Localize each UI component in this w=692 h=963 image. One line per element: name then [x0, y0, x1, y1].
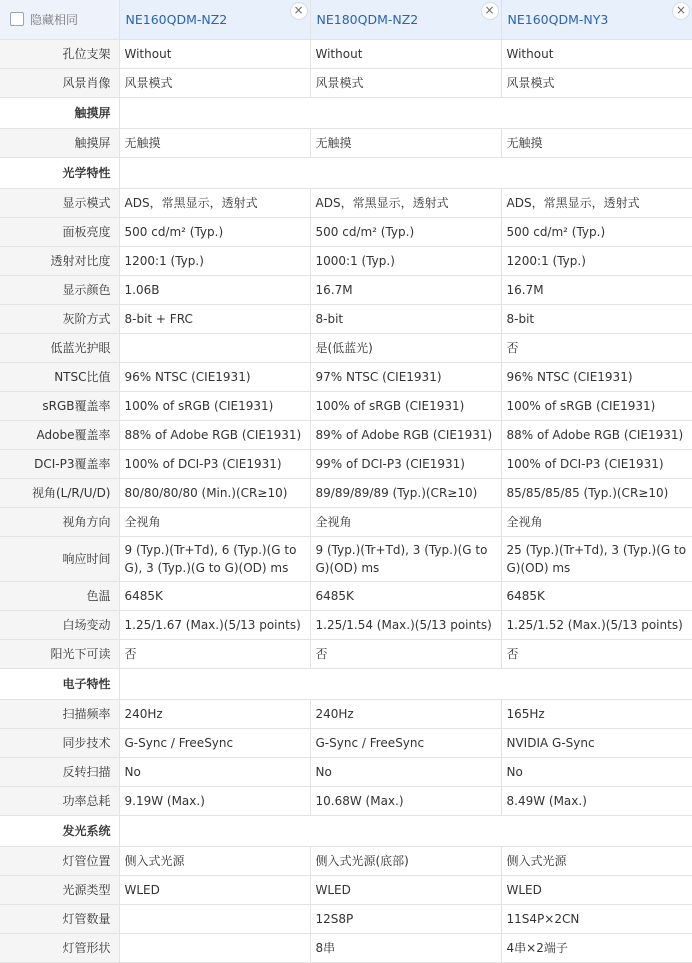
model-column-header [501, 0, 692, 40]
spec-value: 4串×2端子 [501, 934, 692, 963]
spec-label: 孔位支架 [0, 40, 119, 69]
spec-value: 侧入式光源 [501, 847, 692, 876]
spec-label: 响应时间 [0, 537, 119, 582]
spec-value: 6485K [119, 582, 310, 611]
spec-label: 风景肖像 [0, 69, 119, 98]
spec-value: 全视角 [501, 508, 692, 537]
section-header-row [0, 816, 692, 847]
spec-label: 视角(L/R/U/D) [0, 479, 119, 508]
spec-row [0, 40, 692, 69]
spec-value: 是(低蓝光) [310, 334, 501, 363]
model-column-header [310, 0, 501, 40]
section-title: 触摸屏 [0, 98, 119, 129]
spec-row [0, 758, 692, 787]
spec-value: 11S4P×2CN [501, 905, 692, 934]
spec-value: 100% of sRGB (CIE1931) [310, 392, 501, 421]
header-row [0, 0, 692, 40]
section-header-row [0, 98, 692, 129]
spec-value: 500 cd/m² (Typ.) [310, 218, 501, 247]
spec-row [0, 334, 692, 363]
spec-value: No [501, 758, 692, 787]
spec-value: 8串 [310, 934, 501, 963]
spec-value: Without [501, 40, 692, 69]
section-title: 电子特性 [0, 669, 119, 700]
model-column-header [119, 0, 310, 40]
spec-label: 灯管数量 [0, 905, 119, 934]
spec-value: 全视角 [119, 508, 310, 537]
model-name: NE160QDM-NY3 [507, 11, 609, 27]
spec-value: 100% of DCI-P3 (CIE1931) [119, 450, 310, 479]
spec-value: 6485K [501, 582, 692, 611]
spec-value: 16.7M [501, 276, 692, 305]
spec-value: 8-bit + FRC [119, 305, 310, 334]
hide-same-toggle[interactable] [0, 0, 119, 40]
spec-value: 1.25/1.54 (Max.)(5/13 points) [310, 611, 501, 640]
spec-label: 显示模式 [0, 189, 119, 218]
spec-row [0, 847, 692, 876]
spec-value: 风景模式 [119, 69, 310, 98]
spec-label: 阳光下可读 [0, 640, 119, 669]
section-header-row [0, 158, 692, 189]
spec-label: sRGB覆盖率 [0, 392, 119, 421]
spec-value: 全视角 [310, 508, 501, 537]
spec-label: 光源类型 [0, 876, 119, 905]
spec-value: 165Hz [501, 700, 692, 729]
spec-row [0, 537, 692, 582]
spec-row [0, 787, 692, 816]
spec-label: 灯管位置 [0, 847, 119, 876]
spec-value: 8-bit [501, 305, 692, 334]
spec-value: 96% NTSC (CIE1931) [501, 363, 692, 392]
spec-value: 否 [310, 640, 501, 669]
spec-value: Without [310, 40, 501, 69]
remove-model-close-icon[interactable]: × [672, 2, 690, 20]
spec-label: 显示颜色 [0, 276, 119, 305]
spec-value: 1200:1 (Typ.) [119, 247, 310, 276]
spec-value: 500 cd/m² (Typ.) [501, 218, 692, 247]
remove-model-close-icon[interactable]: × [290, 2, 308, 20]
spec-label: 反转扫描 [0, 758, 119, 787]
spec-value: 否 [501, 640, 692, 669]
spec-value: ADS，常黑显示，透射式 [310, 189, 501, 218]
spec-value: 100% of sRGB (CIE1931) [501, 392, 692, 421]
spec-label: 色温 [0, 582, 119, 611]
spec-value: WLED [119, 876, 310, 905]
spec-value: 80/80/80/80 (Min.)(CR≥10) [119, 479, 310, 508]
spec-label: 面板亮度 [0, 218, 119, 247]
spec-value: 85/85/85/85 (Typ.)(CR≥10) [501, 479, 692, 508]
spec-value: 99% of DCI-P3 (CIE1931) [310, 450, 501, 479]
spec-label: 透射对比度 [0, 247, 119, 276]
spec-value: 12S8P [310, 905, 501, 934]
spec-value: 240Hz [310, 700, 501, 729]
spec-row [0, 247, 692, 276]
spec-value: 侧入式光源(底部) [310, 847, 501, 876]
spec-value: 89/89/89/89 (Typ.)(CR≥10) [310, 479, 501, 508]
section-spacer [119, 158, 692, 189]
spec-value: 1.06B [119, 276, 310, 305]
spec-value: 9 (Typ.)(Tr+Td), 3 (Typ.)(G to G)(OD) ms [310, 537, 501, 582]
spec-value: 1.25/1.67 (Max.)(5/13 points) [119, 611, 310, 640]
spec-value [119, 334, 310, 363]
model-name: NE180QDM-NZ2 [316, 11, 419, 27]
spec-value: WLED [501, 876, 692, 905]
spec-label: 扫描频率 [0, 700, 119, 729]
spec-value: 16.7M [310, 276, 501, 305]
spec-row [0, 508, 692, 537]
spec-row [0, 934, 692, 963]
spec-value: G-Sync / FreeSync [119, 729, 310, 758]
spec-label: 白场变动 [0, 611, 119, 640]
spec-label: 触摸屏 [0, 129, 119, 158]
spec-row [0, 729, 692, 758]
spec-row [0, 582, 692, 611]
spec-value: NVIDIA G-Sync [501, 729, 692, 758]
spec-label: 灯管形状 [0, 934, 119, 963]
spec-row [0, 450, 692, 479]
section-spacer [119, 816, 692, 847]
spec-value: Without [119, 40, 310, 69]
spec-value: No [310, 758, 501, 787]
spec-value: 88% of Adobe RGB (CIE1931) [501, 421, 692, 450]
spec-value: 100% of DCI-P3 (CIE1931) [501, 450, 692, 479]
spec-value: 500 cd/m² (Typ.) [119, 218, 310, 247]
model-name: NE160QDM-NZ2 [125, 11, 228, 27]
spec-value: 97% NTSC (CIE1931) [310, 363, 501, 392]
section-header-row [0, 669, 692, 700]
spec-value: ADS，常黑显示，透射式 [501, 189, 692, 218]
hide-same-label: 隐藏相同 [30, 12, 79, 27]
spec-row [0, 218, 692, 247]
spec-value: 风景模式 [501, 69, 692, 98]
spec-row [0, 305, 692, 334]
spec-row [0, 421, 692, 450]
spec-value: 无触摸 [501, 129, 692, 158]
remove-model-close-icon[interactable]: × [481, 2, 499, 20]
section-title: 光学特性 [0, 158, 119, 189]
spec-label: 低蓝光护眼 [0, 334, 119, 363]
spec-value: No [119, 758, 310, 787]
spec-value: 240Hz [119, 700, 310, 729]
spec-value: 无触摸 [119, 129, 310, 158]
spec-label: 功率总耗 [0, 787, 119, 816]
spec-value: 10.68W (Max.) [310, 787, 501, 816]
spec-value: 6485K [310, 582, 501, 611]
spec-label: NTSC比值 [0, 363, 119, 392]
section-spacer [119, 669, 692, 700]
spec-value: 100% of sRGB (CIE1931) [119, 392, 310, 421]
spec-value: 89% of Adobe RGB (CIE1931) [310, 421, 501, 450]
spec-row [0, 611, 692, 640]
spec-row [0, 69, 692, 98]
spec-row [0, 276, 692, 305]
spec-value: 无触摸 [310, 129, 501, 158]
spec-value: 1200:1 (Typ.) [501, 247, 692, 276]
spec-value: 88% of Adobe RGB (CIE1931) [119, 421, 310, 450]
spec-value: 8.49W (Max.) [501, 787, 692, 816]
spec-value: 否 [501, 334, 692, 363]
spec-value: 1000:1 (Typ.) [310, 247, 501, 276]
spec-value: 9.19W (Max.) [119, 787, 310, 816]
spec-label: Adobe覆盖率 [0, 421, 119, 450]
spec-row [0, 189, 692, 218]
spec-row [0, 700, 692, 729]
spec-value [119, 934, 310, 963]
spec-row [0, 876, 692, 905]
section-spacer [119, 98, 692, 129]
spec-row [0, 479, 692, 508]
spec-value: 8-bit [310, 305, 501, 334]
spec-value: 风景模式 [310, 69, 501, 98]
spec-value: 否 [119, 640, 310, 669]
spec-value [119, 905, 310, 934]
section-title: 发光系统 [0, 816, 119, 847]
spec-value: G-Sync / FreeSync [310, 729, 501, 758]
spec-value: 1.25/1.52 (Max.)(5/13 points) [501, 611, 692, 640]
spec-label: 灰阶方式 [0, 305, 119, 334]
spec-row [0, 129, 692, 158]
spec-value: 96% NTSC (CIE1931) [119, 363, 310, 392]
spec-row [0, 640, 692, 669]
spec-row [0, 363, 692, 392]
spec-label: 同步技术 [0, 729, 119, 758]
spec-value: 9 (Typ.)(Tr+Td), 6 (Typ.)(G to G), 3 (Typ.)(G to G)(OD) ms [119, 537, 310, 582]
spec-row [0, 905, 692, 934]
spec-value: ADS，常黑显示，透射式 [119, 189, 310, 218]
spec-row [0, 392, 692, 421]
spec-value: 侧入式光源 [119, 847, 310, 876]
spec-value: 25 (Typ.)(Tr+Td), 3 (Typ.)(G to G)(OD) ms [501, 537, 692, 582]
spec-label: DCI-P3覆盖率 [0, 450, 119, 479]
hide-same-checkbox[interactable] [10, 12, 24, 26]
spec-value: WLED [310, 876, 501, 905]
spec-label: 视角方向 [0, 508, 119, 537]
